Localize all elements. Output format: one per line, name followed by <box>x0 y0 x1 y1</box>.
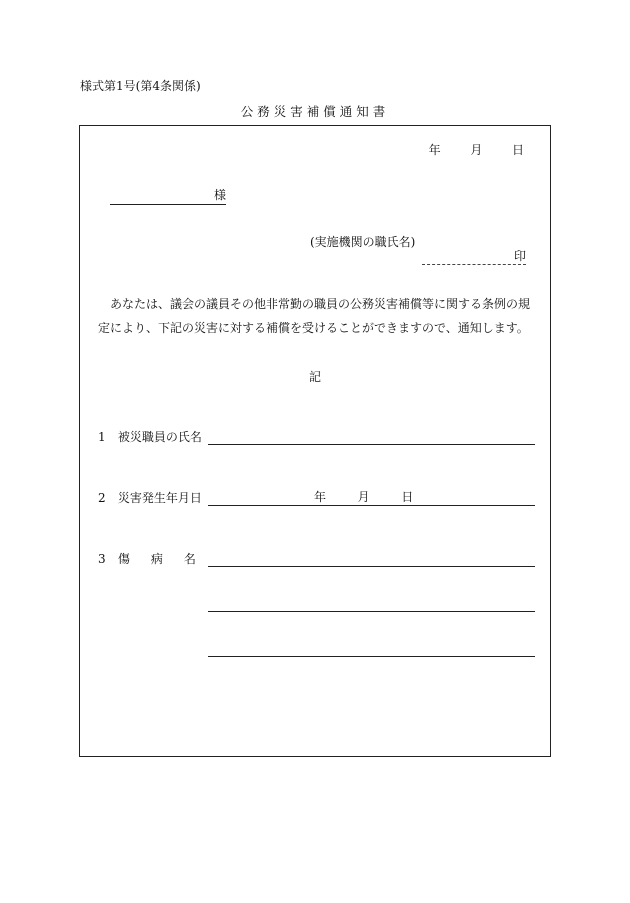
victim-name-blank-line <box>208 428 535 445</box>
item-label: 災害発生年月日 <box>117 491 202 505</box>
item-number: 2 <box>98 491 106 505</box>
item-accident-date <box>98 490 202 506</box>
accident-date-blank-line <box>208 489 535 506</box>
injury-name-blank-line <box>208 550 535 567</box>
injury-name-blank-line-3 <box>208 640 535 657</box>
notice-form-frame <box>79 125 551 757</box>
issue-year-label: 年 <box>428 143 441 157</box>
issue-day-label: 日 <box>511 143 524 157</box>
notice-body <box>98 292 530 340</box>
accident-date-units <box>314 489 413 505</box>
item-injury-name <box>98 551 217 567</box>
accident-month-label: 月 <box>357 490 370 504</box>
item-number: 3 <box>98 552 106 566</box>
form-number: 様式第1号(第4条関係) <box>80 79 201 93</box>
sender-signature-line <box>422 248 526 265</box>
sender-title-label: (実施機関の職氏名) <box>310 235 416 249</box>
item-label: 傷病名 <box>117 552 217 566</box>
item-victim-name <box>98 429 202 445</box>
issue-date <box>429 142 524 158</box>
accident-day-label: 日 <box>401 490 414 504</box>
addressee-honorific: 様 <box>214 188 227 202</box>
issue-month-label: 月 <box>470 143 483 157</box>
ki-heading: 記 <box>308 370 321 384</box>
addressee-line <box>110 187 226 205</box>
item-label: 被災職員の氏名 <box>117 430 202 444</box>
document-title: 公務災害補償通知書 <box>240 104 390 119</box>
accident-year-label: 年 <box>314 490 327 504</box>
injury-name-blank-line-2 <box>208 595 535 612</box>
seal-mark: 印 <box>513 249 526 263</box>
item-number: 1 <box>98 430 106 444</box>
notice-body-paragraph: あなたは、議会の議員その他非常勤の職員の公務災害補償等に関する条例の規定により、下記の災害に対する補償を受けることができますので、通知します。 <box>98 297 531 335</box>
